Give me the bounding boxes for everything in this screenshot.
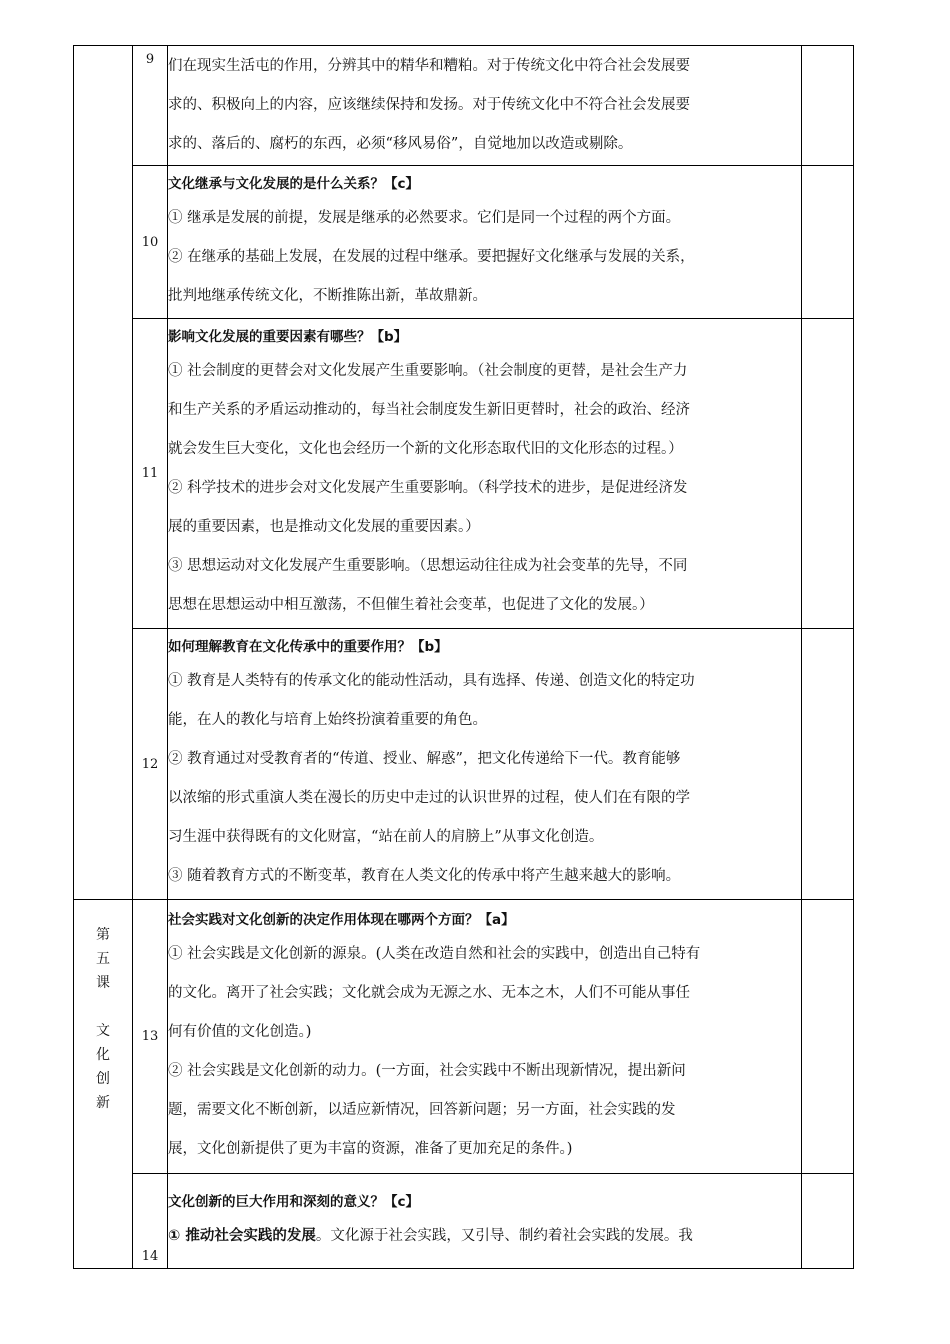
text-line: 和生产关系的矛盾运动推动的，每当社会制度发生新旧更替时，社会的政治、经济 <box>168 402 690 418</box>
row-content <box>168 46 802 166</box>
table-row <box>74 629 854 900</box>
emphasis-text: ① 推动社会实践的发展 <box>168 1227 316 1244</box>
text-rest: 。文化源于社会实践，又引导、制约着社会实践的发展。我 <box>315 1227 693 1244</box>
notes-cell <box>802 319 854 629</box>
chapter-char: 第 <box>96 927 110 943</box>
chapter-char: 新 <box>96 1095 110 1111</box>
chapter-cell-empty <box>74 46 133 900</box>
notes-cell <box>802 1174 854 1269</box>
text-line: 何有价值的文化创造。) <box>168 1023 312 1040</box>
chapter-cell <box>74 900 133 1269</box>
chapter-char: 五 <box>96 951 110 967</box>
row-content <box>168 1174 802 1269</box>
chapter-char: 课 <box>96 975 110 991</box>
table-row <box>74 900 854 1174</box>
text-line: ③ 随着教育方式的不断变革，教育在人类文化的传承中将产生越来越大的影响。 <box>168 868 681 884</box>
text-line: ② 教育通过对受教育者的“传道、授业、解惑”，把文化传递给下一代。教育能够 <box>168 751 681 767</box>
text-line: 求的、积极向上的内容，应该继续保持和发扬。对于传统文化中不符合社会发展要 <box>168 97 690 113</box>
text-line: 以浓缩的形式重演人类在漫长的历史中走过的认识世界的过程，使人们在有限的学 <box>168 790 690 806</box>
row-content <box>168 629 802 900</box>
text-line: 求的、落后的、腐朽的东西，必须“移风易俗”，自觉地加以改造或剔除。 <box>168 136 633 152</box>
text-line: 题，需要文化不断创新，以适应新情况，回答新问题；另一方面，社会实践的发 <box>168 1101 676 1118</box>
question-heading: 文化继承与文化发展的是什么关系？【c】 <box>168 175 420 192</box>
text-line <box>168 1217 801 1256</box>
table-row <box>74 319 854 629</box>
notes-cell <box>802 900 854 1174</box>
notes-cell <box>802 166 854 319</box>
text-line: 习生涯中获得既有的文化财富，“站在前人的肩膀上”从事文化创造。 <box>168 829 604 845</box>
text-line: 们在现实生活屯的作用，分辨其中的精华和糟粕。对于传统文化中符合社会发展要 <box>168 58 690 74</box>
notes-cell <box>802 46 854 166</box>
row-number: 14 <box>133 1174 168 1269</box>
text-line: 展，文化创新提供了更为丰富的资源，准备了更加充足的条件。) <box>168 1140 573 1157</box>
text-line: ③ 思想运动对文化发展产生重要影响。（思想运动往往成为社会变革的先导，不同 <box>168 558 688 574</box>
table-row <box>74 1174 854 1269</box>
text-line: ② 在继承的基础上发展，在发展的过程中继承。要把握好文化继承与发展的关系， <box>168 248 695 265</box>
row-number: 11 <box>133 319 168 629</box>
text-line: ① 社会制度的更替会对文化发展产生重要影响。（社会制度的更替，是社会生产力 <box>168 363 688 379</box>
chapter-char: 创 <box>96 1071 110 1087</box>
text-line: 能，在人的教化与培育上始终扮演着重要的角色。 <box>168 712 487 728</box>
chapter-char: 文 <box>96 1023 110 1039</box>
row-content <box>168 900 802 1174</box>
row-number: 9 <box>133 46 168 166</box>
row-number: 10 <box>133 166 168 319</box>
question-heading: 社会实践对文化创新的决定作用体现在哪两个方面？【a】 <box>168 911 515 928</box>
text-line: 的文化。离开了社会实践；文化就会成为无源之水、无本之木，人们不可能从事任 <box>168 984 690 1001</box>
question-heading: 文化创新的巨大作用和深刻的意义？【c】 <box>168 1193 420 1210</box>
text-line: ② 科学技术的进步会对文化发展产生重要影响。（科学技术的进步，是促进经济发 <box>168 480 688 496</box>
knowledge-table <box>73 45 854 1269</box>
text-line: 批判地继承传统文化，不断推陈出新，革故鼎新。 <box>168 287 487 304</box>
notes-cell <box>802 629 854 900</box>
question-heading: 影响文化发展的重要因素有哪些？【b】 <box>168 329 408 345</box>
row-content <box>168 319 802 629</box>
text-line: ② 社会实践是文化创新的动力。(一方面，社会实践中不断出现新情况，提出新问 <box>168 1062 686 1079</box>
text-line: 思想在思想运动中相互激荡，不但催生着社会变革，也促进了文化的发展。） <box>168 597 654 613</box>
chapter-char: 化 <box>96 1047 110 1063</box>
row-number: 12 <box>133 629 168 900</box>
question-heading: 如何理解教育在文化传承中的重要作用？【b】 <box>168 639 448 655</box>
table-row <box>74 166 854 319</box>
text-line: ① 继承是发展的前提，发展是继承的必然要求。它们是同一个过程的两个方面。 <box>168 209 681 226</box>
text-line: 就会发生巨大变化，文化也会经历一个新的文化形态取代旧的文化形态的过程。） <box>168 441 683 457</box>
row-number: 13 <box>133 900 168 1174</box>
table-row <box>74 46 854 166</box>
text-line: 展的重要因素，也是推动文化发展的重要因素。） <box>168 519 480 535</box>
row-content <box>168 166 802 319</box>
text-line: ① 教育是人类特有的传承文化的能动性活动，具有选择、传递、创造文化的特定功 <box>168 673 695 689</box>
text-line: ① 社会实践是文化创新的源泉。(人类在改造自然和社会的实践中，创造出自己特有 <box>168 945 701 962</box>
